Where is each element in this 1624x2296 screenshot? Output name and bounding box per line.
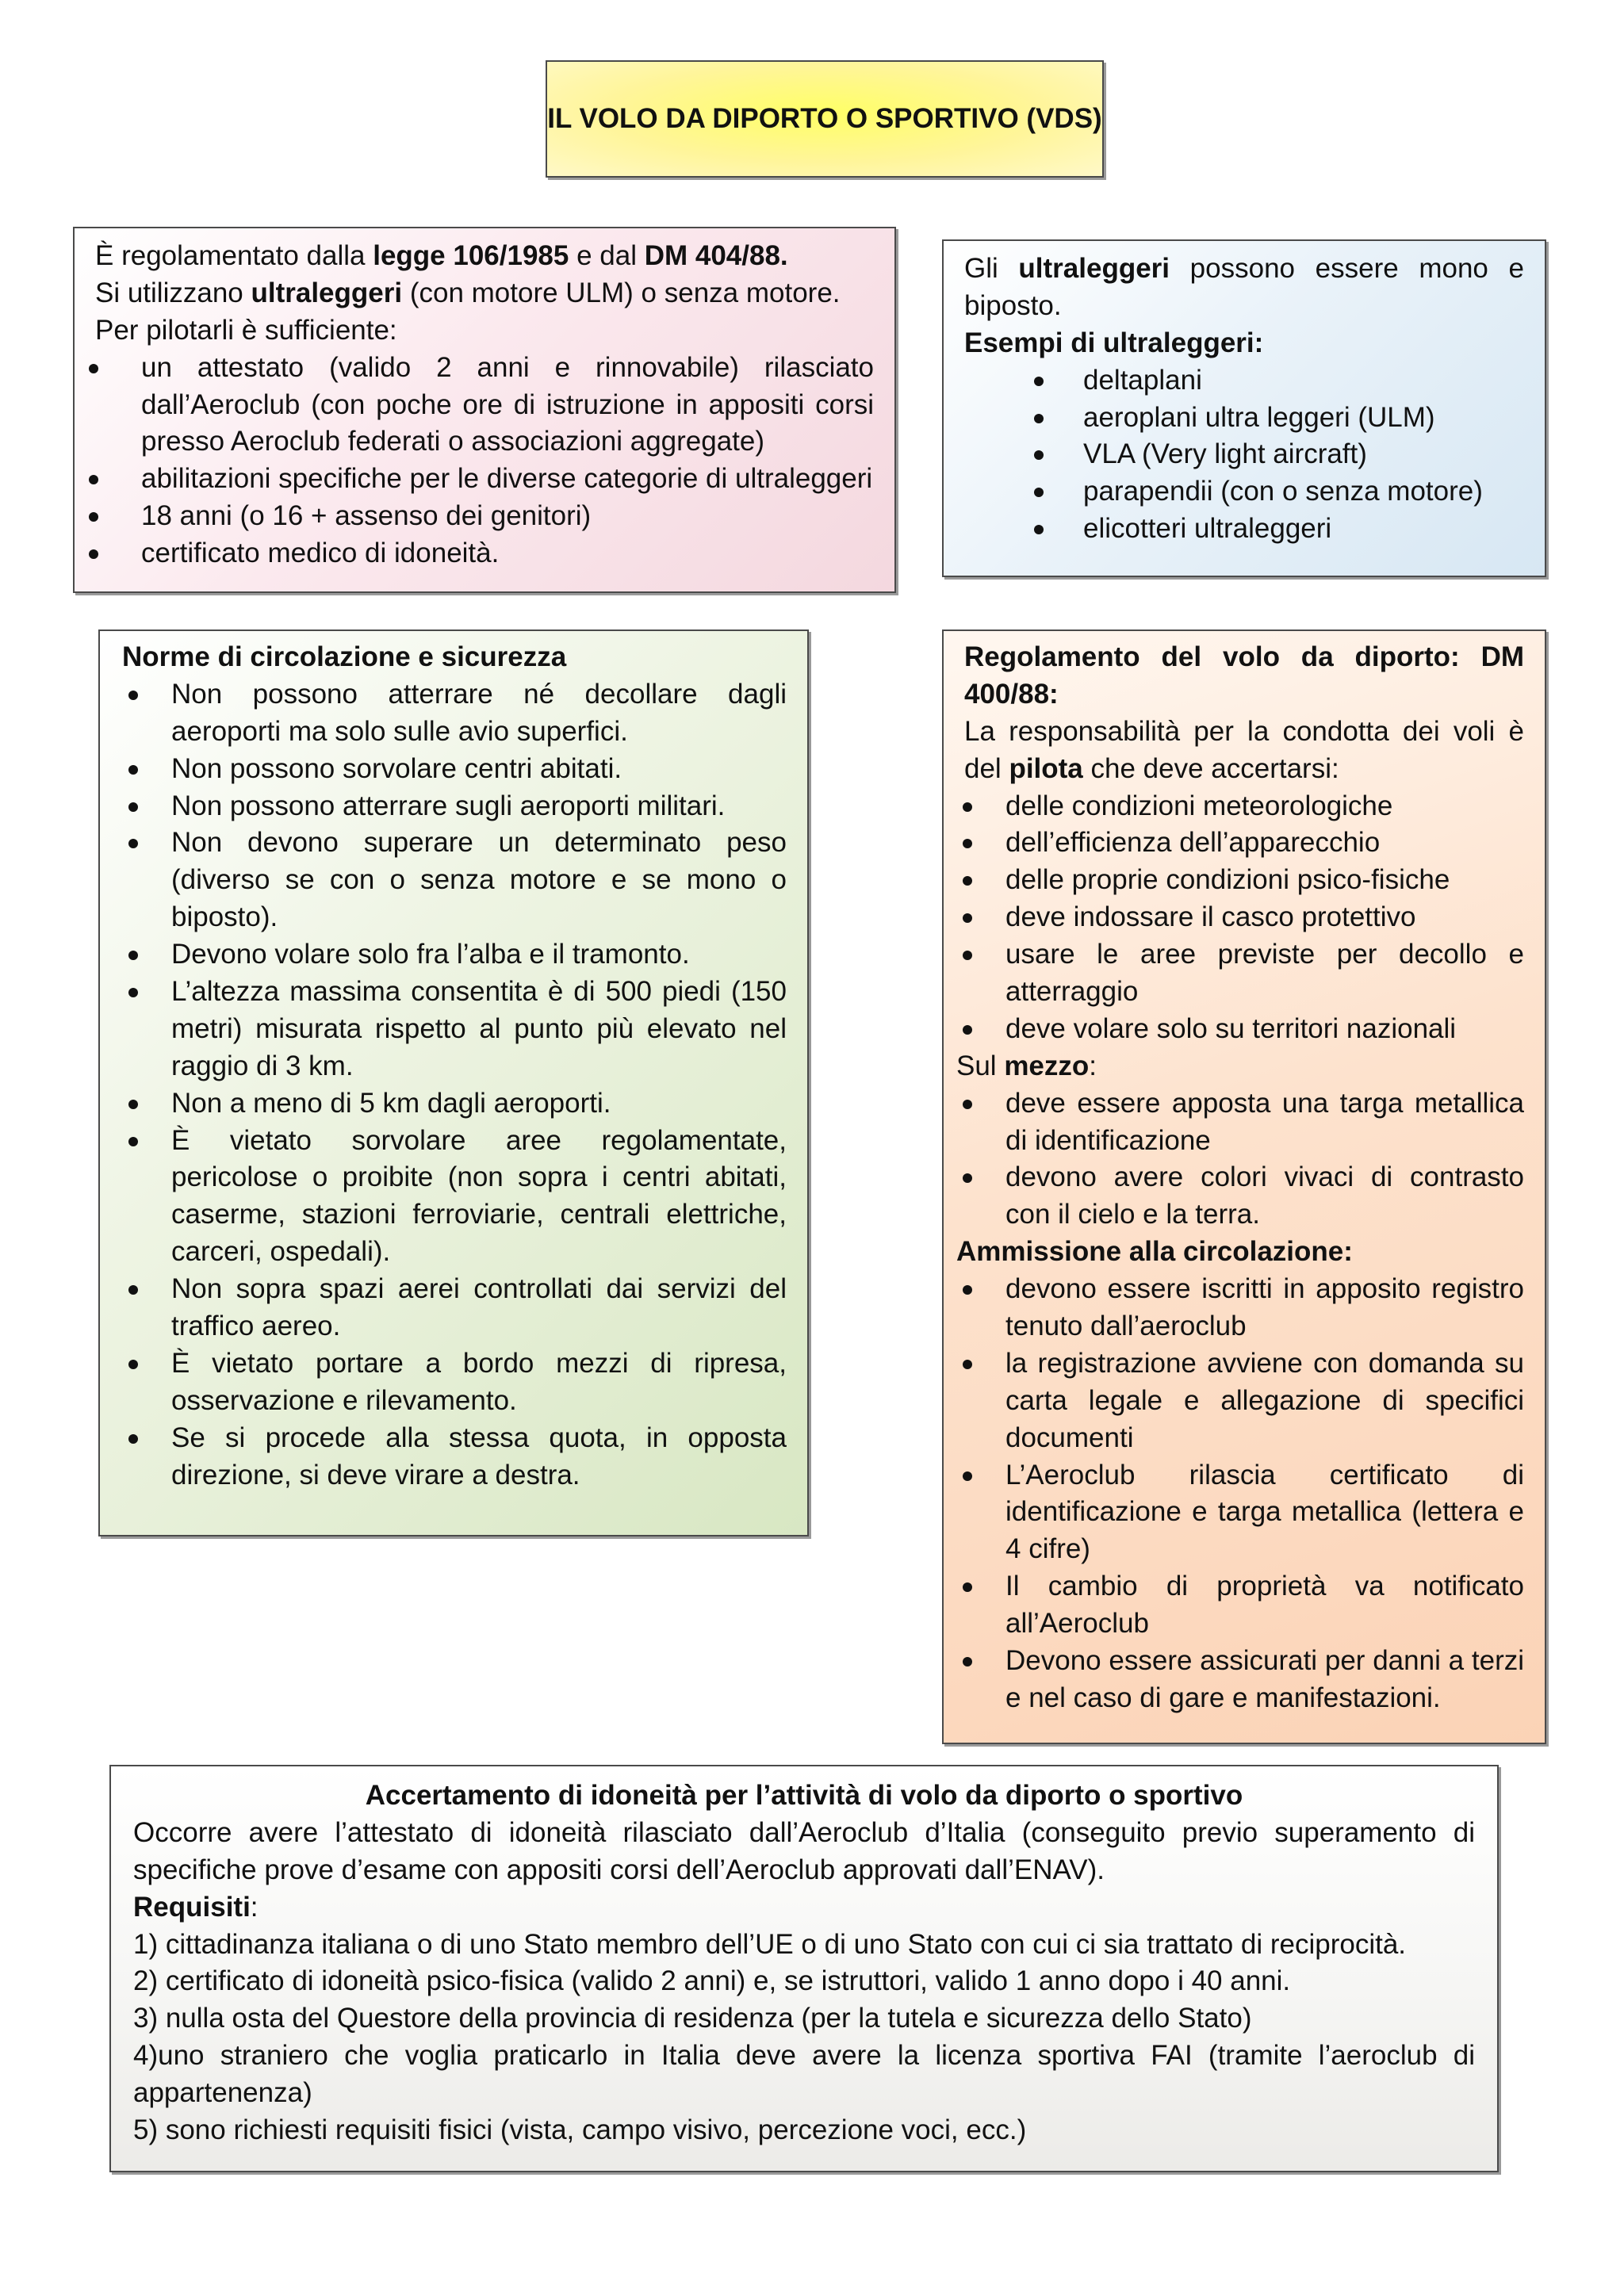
list-item: certificato medico di idoneità.: [82, 535, 874, 572]
legge-intro: [95, 238, 874, 275]
list-item: devono avere colori vivaci di contrasto con il cielo e la terra.: [956, 1159, 1524, 1234]
regol-ammissione-text: Ammissione alla circolazione:: [956, 1236, 1353, 1268]
legge-dm: DM 404/88.: [644, 240, 788, 271]
list-item: Devono essere assicurati per danni a terzi e nel caso di gare e manifestazioni.: [956, 1643, 1524, 1717]
accert-heading: [133, 1777, 1475, 1815]
ultra-intro: [964, 251, 1524, 325]
accertamento-box: [109, 1765, 1499, 2172]
legge-line2-pre: Si utilizzano: [95, 277, 251, 308]
norme-box: [98, 629, 809, 1536]
list-item: 3) nulla osta del Questore della provincia di residenza (per la tutela e sicurezza dello Stato): [133, 2003, 1252, 2034]
norme-heading: [122, 639, 787, 676]
list-item: VLA (Very light aircraft): [964, 436, 1524, 473]
ultra-intro-pre: Gli: [964, 253, 1019, 284]
list-item: 4)uno straniero che voglia praticarlo in Italia deve avere la licenza sportiva FAI (tramite l’aeroclub di appartenenza): [133, 2040, 1475, 2109]
list-item: Non a meno di 5 km dagli aeroporti.: [122, 1085, 787, 1123]
list-item: È vietato sorvolare aree regolamentate, pericolose o proibite (non sopra i centri abitati, caserme, stazioni ferroviarie, centrali elettriche, carceri, ospedali).: [122, 1123, 787, 1272]
list-item: deve essere apposta una targa metallica di identificazione: [956, 1085, 1524, 1160]
regol-intro: [956, 714, 1524, 788]
list-item: Il cambio di proprietà va notificato all’Aeroclub: [956, 1568, 1524, 1643]
ultraleggeri-box: [942, 239, 1546, 577]
regol-intro-post: che deve accertarsi:: [1082, 752, 1339, 784]
accert-heading-text: Accertamento di idoneità per l’attività di volo da diporto o sportivo: [365, 1780, 1243, 1811]
ultra-heading-text: Esempi di ultraleggeri:: [964, 327, 1264, 358]
legge-law: legge 106/1985: [373, 240, 569, 271]
list-item: un attestato (valido 2 anni e rinnovabile) rilasciato dall’Aeroclub (con poche ore di istruzione in appositi corsi presso Aeroclub federati o associazioni aggregate): [82, 350, 874, 461]
list-item: Non devono superare un determinato peso (diverso se con o senza motore e se mono o biposto).: [122, 825, 787, 936]
regolamento-box: [942, 629, 1546, 1744]
list-item: Se si procede alla stessa quota, in opposta direzione, si deve virare a destra.: [122, 1420, 787, 1494]
list-item: la registrazione avviene con domanda su carta legale e allegazione di specifici documenti: [956, 1345, 1524, 1457]
regol-intro-bold: pilota: [1009, 752, 1083, 784]
list-item: 18 anni (o 16 + assenso dei genitori): [82, 498, 874, 535]
norme-list: [122, 676, 787, 1494]
accert-intro: Occorre avere l’attestato di idoneità rilasciato dall’Aeroclub d’Italia (conseguito previo superamento di specifiche prove d’esame con appositi corsi dell’Aeroclub approvati dall’ENAV).: [133, 1816, 1475, 1885]
regol-heading: [956, 639, 1524, 714]
list-item: elicotteri ultraleggeri: [964, 511, 1524, 548]
regol-intro-pre: La responsabilità per la condotta dei voli è del: [964, 715, 1524, 784]
list-item: delle condizioni meteorologiche: [956, 788, 1524, 825]
list-item: aeroplani ultra leggeri (ULM): [964, 400, 1524, 437]
list-item: deltaplani: [964, 362, 1524, 400]
legge-line3: Per pilotarli è sufficiente:: [95, 314, 397, 346]
legge-line2: [95, 275, 874, 312]
ultra-intro-post: possono essere mono e biposto.: [964, 253, 1524, 321]
ultra-list: [964, 362, 1524, 548]
legge-box: [73, 227, 896, 593]
regol-mezzo-pre: Sul: [956, 1050, 1005, 1081]
list-item: Devono volare solo fra l’alba e il tramonto.: [122, 936, 787, 974]
list-item: È vietato portare a bordo mezzi di ripresa, osservazione e rilevamento.: [122, 1345, 787, 1420]
legge-list: [82, 350, 874, 572]
list-item: usare le aree previste per decollo e atterraggio: [956, 936, 1524, 1011]
legge-line2-bold: ultraleggeri: [251, 277, 403, 308]
list-item: 1) cittadinanza italiana o di uno Stato membro dell’UE o di uno Stato con cui ci sia trattato di reciprocità.: [133, 1928, 1407, 1960]
ultra-intro-bold: ultraleggeri: [1018, 253, 1170, 284]
list-item: abilitazioni specifiche per le diverse categorie di ultraleggeri: [82, 461, 874, 498]
accert-requisiti: [133, 1889, 1475, 1927]
list-item: dell’efficienza dell’apparecchio: [956, 825, 1524, 862]
legge-intro-text: È regolamentato dalla: [95, 240, 373, 271]
list-item: deve volare solo su territori nazionali: [956, 1011, 1524, 1048]
regol-mezzo-bold: mezzo: [1004, 1050, 1090, 1081]
list-item: 2) certificato di idoneità psico-fisica (valido 2 anni) e, se istruttori, valido 1 anno dopo i 40 anni.: [133, 1965, 1291, 1997]
regol-list-3: [956, 1271, 1524, 1717]
list-item: L’Aeroclub rilascia certificato di identificazione e targa metallica (lettera e 4 cifre): [956, 1457, 1524, 1569]
title-box: [546, 60, 1104, 178]
regol-mezzo: [956, 1048, 1524, 1085]
ultra-heading: [964, 325, 1524, 362]
regol-ammissione: [956, 1234, 1524, 1271]
list-item: 5) sono richiesti requisiti fisici (vista, campo visivo, percezione voci, ecc.): [133, 2114, 1027, 2146]
legge-line2-post: (con motore ULM) o senza motore.: [402, 277, 841, 308]
list-item: parapendii (con o senza motore): [964, 473, 1524, 511]
list-item: Non possono sorvolare centri abitati.: [122, 751, 787, 788]
list-item: Non possono atterrare né decollare dagli aeroporti ma solo sulle avio superfici.: [122, 676, 787, 751]
regol-mezzo-post: :: [1089, 1050, 1097, 1081]
norme-heading-text: Norme di circolazione e sicurezza: [122, 641, 567, 672]
legge-intro-mid: e dal: [569, 240, 645, 271]
page-title: IL VOLO DA DIPORTO O SPORTIVO (VDS): [547, 102, 1102, 134]
list-item: delle proprie condizioni psico-fisiche: [956, 862, 1524, 899]
list-item: devono essere iscritti in apposito registro tenuto dall’aeroclub: [956, 1271, 1524, 1345]
accert-req-colon: :: [250, 1891, 259, 1923]
list-item: L’altezza massima consentita è di 500 piedi (150 metri) misurata rispetto al punto più elevato nel raggio di 3 km.: [122, 974, 787, 1085]
list-item: Non sopra spazi aerei controllati dai servizi del traffico aereo.: [122, 1271, 787, 1345]
regol-list-2: [956, 1085, 1524, 1234]
list-item: deve indossare il casco protettivo: [956, 899, 1524, 936]
accert-req-label: Requisiti: [133, 1891, 251, 1923]
regol-list-1: [956, 788, 1524, 1048]
list-item: Non possono atterrare sugli aeroporti militari.: [122, 788, 787, 825]
regol-heading-text: Regolamento del volo da diporto: DM 400/88:: [964, 641, 1524, 710]
